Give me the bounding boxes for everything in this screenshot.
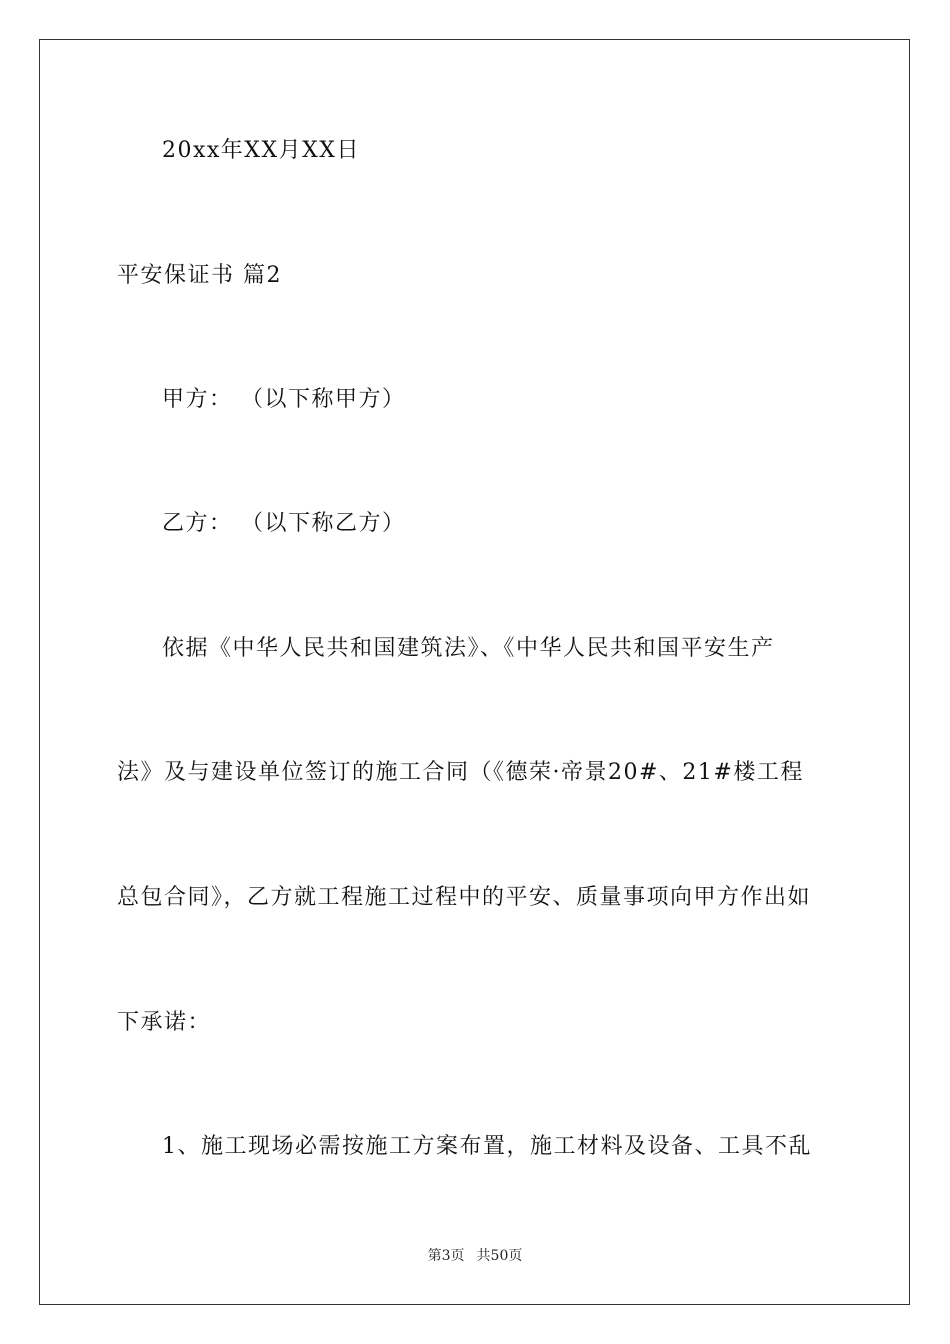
section-heading: 平安保证书 篇2: [117, 263, 282, 288]
page-footer: [0, 1247, 950, 1265]
page-border: [39, 39, 910, 1305]
paragraph-line-1: 依据《中华人民共和国建筑法》、《中华人民共和国平安生产: [162, 636, 775, 661]
paragraph-line-2: 法》及与建设单位签订的施工合同（《德荣·帝景20#、21#楼工程: [117, 760, 804, 785]
page-total: 共50页: [476, 1248, 523, 1264]
paragraph-line-3: 总包合同》，乙方就工程施工过程中的平安、质量事项向甲方作出如: [117, 885, 812, 910]
paragraph-line-4: 下承诺：: [117, 1010, 212, 1035]
party-b-line: 乙方： （以下称乙方）: [162, 511, 406, 536]
page-number: 第3页: [427, 1248, 465, 1264]
item-1-line: 1、施工现场必需按施工方案布置，施工材料及设备、工具不乱: [162, 1134, 812, 1159]
date-line: 20xx年XX月XX日: [162, 138, 360, 163]
party-a-line: 甲方： （以下称甲方）: [162, 387, 406, 412]
